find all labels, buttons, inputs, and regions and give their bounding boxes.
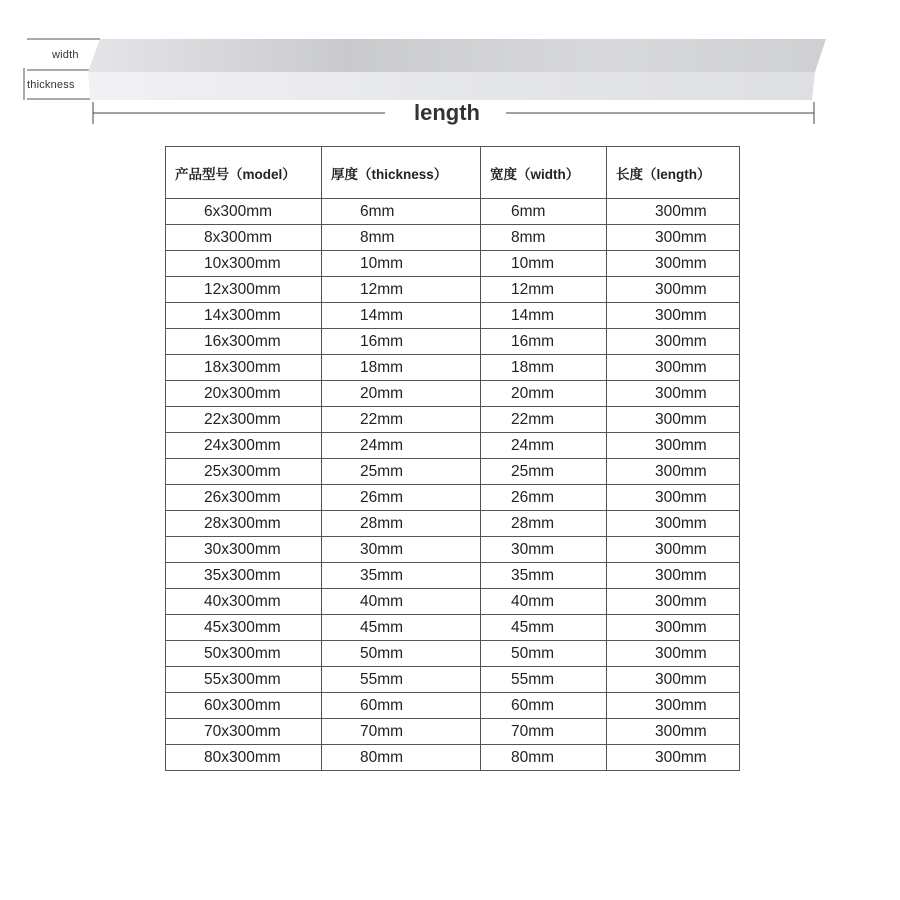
- cell-width: 40mm: [481, 589, 607, 615]
- cell-width: 45mm: [481, 615, 607, 641]
- table-row: [166, 381, 740, 407]
- table-row: [166, 719, 740, 745]
- cell-width: 26mm: [481, 485, 607, 511]
- thickness-label: thickness: [27, 79, 75, 91]
- cell-model: 45x300mm: [166, 615, 322, 641]
- cell-thickness: 60mm: [322, 693, 481, 719]
- table-row: [166, 537, 740, 563]
- cell-thickness: 55mm: [322, 667, 481, 693]
- cell-length: 300mm: [607, 459, 740, 485]
- cell-width: 8mm: [481, 225, 607, 251]
- cell-length: 300mm: [607, 563, 740, 589]
- cell-width: 60mm: [481, 693, 607, 719]
- header-thickness: 厚度（thickness）: [322, 147, 481, 199]
- cell-width: 10mm: [481, 251, 607, 277]
- cell-length: 300mm: [607, 589, 740, 615]
- cell-model: 70x300mm: [166, 719, 322, 745]
- cell-thickness: 20mm: [322, 381, 481, 407]
- cell-width: 20mm: [481, 381, 607, 407]
- cell-thickness: 6mm: [322, 199, 481, 225]
- cell-length: 300mm: [607, 199, 740, 225]
- cell-length: 300mm: [607, 511, 740, 537]
- table-row: [166, 485, 740, 511]
- cell-thickness: 70mm: [322, 719, 481, 745]
- cell-model: 12x300mm: [166, 277, 322, 303]
- table-row: [166, 303, 740, 329]
- cell-length: 300mm: [607, 433, 740, 459]
- cell-thickness: 50mm: [322, 641, 481, 667]
- table-header-row: [166, 147, 740, 199]
- cell-thickness: 30mm: [322, 537, 481, 563]
- cell-thickness: 45mm: [322, 615, 481, 641]
- table-row: [166, 641, 740, 667]
- cell-model: 35x300mm: [166, 563, 322, 589]
- cell-length: 300mm: [607, 407, 740, 433]
- table-row: [166, 745, 740, 771]
- cell-model: 28x300mm: [166, 511, 322, 537]
- cell-thickness: 12mm: [322, 277, 481, 303]
- cell-length: 300mm: [607, 693, 740, 719]
- cell-length: 300mm: [607, 251, 740, 277]
- cell-thickness: 35mm: [322, 563, 481, 589]
- cell-length: 300mm: [607, 381, 740, 407]
- cell-model: 22x300mm: [166, 407, 322, 433]
- cell-length: 300mm: [607, 615, 740, 641]
- header-model: 产品型号（model）: [166, 147, 322, 199]
- cell-length: 300mm: [607, 225, 740, 251]
- table-row: [166, 355, 740, 381]
- table-row: [166, 563, 740, 589]
- spec-table: [165, 146, 740, 771]
- table-row: [166, 251, 740, 277]
- cell-width: 28mm: [481, 511, 607, 537]
- table-row: [166, 277, 740, 303]
- cell-width: 70mm: [481, 719, 607, 745]
- header-width: 宽度（width）: [481, 147, 607, 199]
- cell-thickness: 14mm: [322, 303, 481, 329]
- cell-model: 80x300mm: [166, 745, 322, 771]
- cell-length: 300mm: [607, 277, 740, 303]
- cell-length: 300mm: [607, 303, 740, 329]
- cell-thickness: 18mm: [322, 355, 481, 381]
- cell-model: 6x300mm: [166, 199, 322, 225]
- cell-model: 26x300mm: [166, 485, 322, 511]
- table-row: [166, 407, 740, 433]
- cell-length: 300mm: [607, 485, 740, 511]
- cell-thickness: 8mm: [322, 225, 481, 251]
- cell-model: 55x300mm: [166, 667, 322, 693]
- table-row: [166, 693, 740, 719]
- cell-thickness: 26mm: [322, 485, 481, 511]
- cell-length: 300mm: [607, 745, 740, 771]
- cell-thickness: 28mm: [322, 511, 481, 537]
- cell-width: 12mm: [481, 277, 607, 303]
- cell-thickness: 10mm: [322, 251, 481, 277]
- header-length: 长度（length）: [607, 147, 740, 199]
- cell-model: 10x300mm: [166, 251, 322, 277]
- cell-model: 24x300mm: [166, 433, 322, 459]
- table-row: [166, 199, 740, 225]
- cell-model: 30x300mm: [166, 537, 322, 563]
- cell-model: 25x300mm: [166, 459, 322, 485]
- table-row: [166, 511, 740, 537]
- bar-front-face: [88, 72, 815, 100]
- cell-length: 300mm: [607, 329, 740, 355]
- cell-model: 18x300mm: [166, 355, 322, 381]
- cell-length: 300mm: [607, 641, 740, 667]
- cell-model: 50x300mm: [166, 641, 322, 667]
- table-row: [166, 667, 740, 693]
- cell-model: 40x300mm: [166, 589, 322, 615]
- cell-length: 300mm: [607, 667, 740, 693]
- cell-model: 60x300mm: [166, 693, 322, 719]
- cell-thickness: 24mm: [322, 433, 481, 459]
- cell-thickness: 22mm: [322, 407, 481, 433]
- cell-thickness: 80mm: [322, 745, 481, 771]
- length-label: length: [388, 100, 506, 126]
- cell-width: 50mm: [481, 641, 607, 667]
- cell-width: 80mm: [481, 745, 607, 771]
- cell-length: 300mm: [607, 719, 740, 745]
- table-body: [166, 199, 740, 771]
- cell-length: 300mm: [607, 537, 740, 563]
- cell-model: 14x300mm: [166, 303, 322, 329]
- cell-width: 25mm: [481, 459, 607, 485]
- cell-model: 16x300mm: [166, 329, 322, 355]
- cell-model: 20x300mm: [166, 381, 322, 407]
- bar-top-face: [88, 39, 826, 72]
- bar-dimension-diagram: [0, 0, 900, 140]
- width-label: width: [52, 49, 79, 61]
- cell-width: 55mm: [481, 667, 607, 693]
- cell-thickness: 25mm: [322, 459, 481, 485]
- table-row: [166, 225, 740, 251]
- table-row: [166, 459, 740, 485]
- cell-thickness: 16mm: [322, 329, 481, 355]
- cell-thickness: 40mm: [322, 589, 481, 615]
- cell-model: 8x300mm: [166, 225, 322, 251]
- cell-width: 16mm: [481, 329, 607, 355]
- cell-width: 6mm: [481, 199, 607, 225]
- cell-width: 14mm: [481, 303, 607, 329]
- cell-width: 22mm: [481, 407, 607, 433]
- cell-width: 18mm: [481, 355, 607, 381]
- table-row: [166, 615, 740, 641]
- cell-length: 300mm: [607, 355, 740, 381]
- table-row: [166, 329, 740, 355]
- cell-width: 30mm: [481, 537, 607, 563]
- cell-width: 24mm: [481, 433, 607, 459]
- table-row: [166, 433, 740, 459]
- cell-width: 35mm: [481, 563, 607, 589]
- table-row: [166, 589, 740, 615]
